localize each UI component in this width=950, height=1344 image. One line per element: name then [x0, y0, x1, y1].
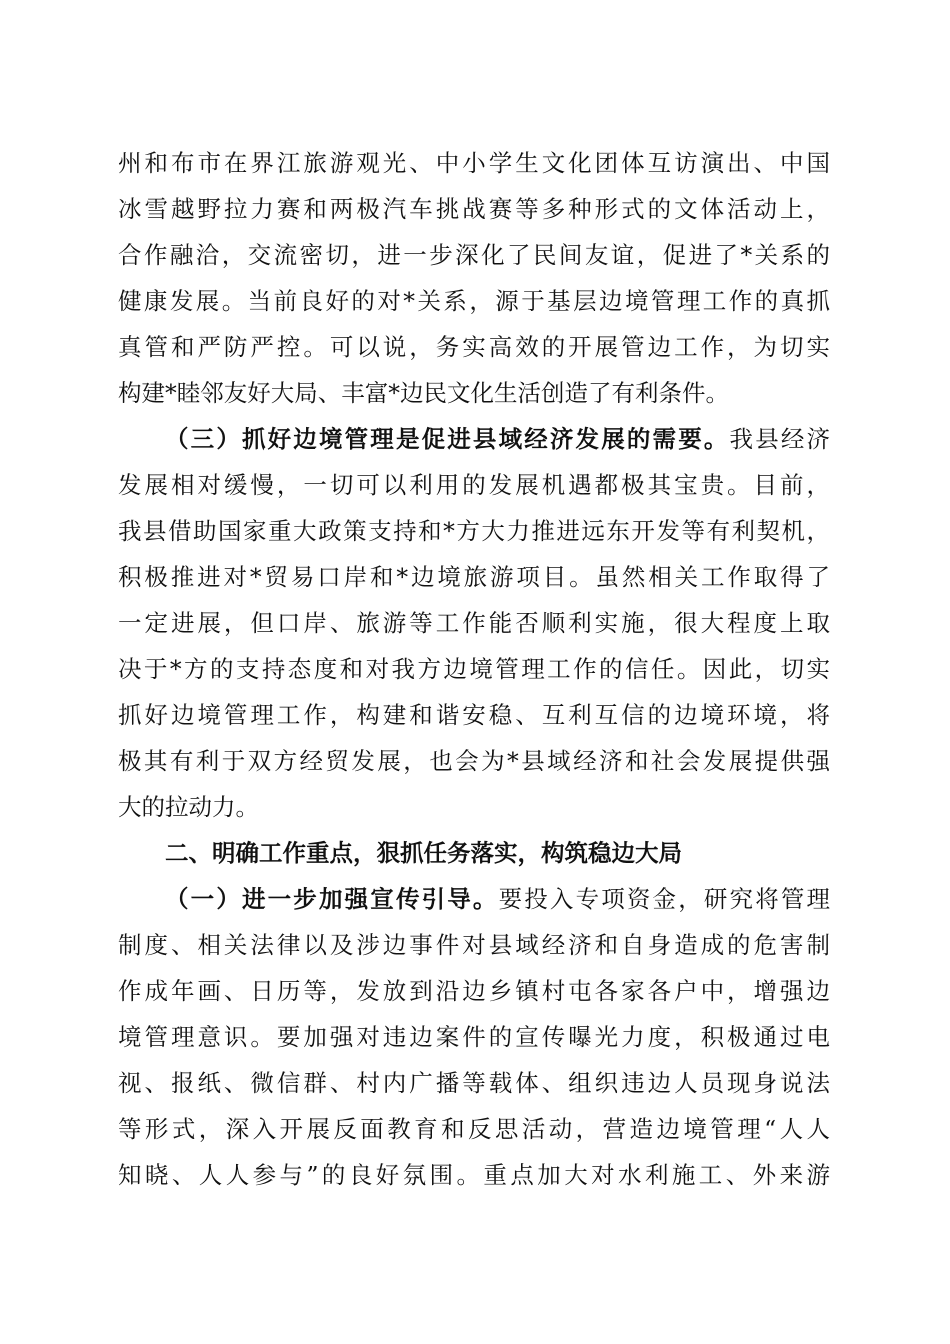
paragraph-2-heading: （三）抓好边境管理是促进县域经济发展的需要。 [165, 425, 730, 453]
document-body [118, 140, 830, 1198]
paragraph-3-line-1 [118, 876, 830, 922]
paragraph-3-line-1-text: 要投入专项资金，研究将管理 [498, 885, 830, 913]
paragraph-2-line-2: 发展相对缓慢，一切可以利用的发展机遇都极其宝贵。目前， [118, 471, 830, 499]
paragraph-1-line-4: 健康发展。当前良好的对*关系，源于基层边境管理工作的真抓 [118, 287, 830, 315]
paragraph-3-line-6: 等形式，深入开展反面教育和反思活动，营造边境管理“人人 [118, 1115, 830, 1143]
paragraph-3-heading: （一）进一步加强宣传引导。 [165, 885, 499, 913]
paragraph-1-line-5: 真管和严防严控。可以说，务实高效的开展管边工作，为切实 [118, 333, 830, 361]
paragraph-3-line-5: 视、报纸、微信群、村内广播等载体、组织违边人员现身说法 [118, 1069, 830, 1097]
paragraph-1-line-1: 州和布市在界江旅游观光、中小学生文化团体互访演出、中国 [118, 149, 830, 177]
paragraph-2-line-7: 抓好边境管理工作，构建和谐安稳、互利互信的边境环境，将 [118, 701, 830, 729]
paragraph-3-line-3: 作成年画、日历等，发放到沿边乡镇村屯各家各户中，增强边 [118, 977, 830, 1005]
paragraph-2-line-5: 一定进展，但口岸、旅游等工作能否顺利实施，很大程度上取 [118, 609, 830, 637]
paragraph-1-line-6: 构建*睦邻友好大局、丰富*边民文化生活创造了有利条件。 [118, 379, 729, 407]
paragraph-2-line-9: 大的拉动力。 [118, 793, 259, 821]
paragraph-1-line-2: 冰雪越野拉力赛和两极汽车挑战赛等多种形式的文体活动上， [118, 195, 830, 223]
paragraph-2-line-4: 积极推进对*贸易口岸和*边境旅游项目。虽然相关工作取得了 [118, 563, 830, 591]
paragraph-2-line-1-text: 我县经济 [729, 425, 830, 453]
paragraph-2-line-6: 决于*方的支持态度和对我方边境管理工作的信任。因此，切实 [118, 655, 830, 683]
paragraph-2-line-3: 我县借助国家重大政策支持和*方大力推进远东开发等有利契机， [118, 517, 830, 545]
paragraph-2-line-8: 极其有利于双方经贸发展，也会为*县域经济和社会发展提供强 [118, 747, 830, 775]
paragraph-2-line-1 [118, 416, 830, 462]
paragraph-3-line-7: 知晓、人人参与”的良好氛围。重点加大对水利施工、外来游 [118, 1161, 830, 1189]
paragraph-3-line-2: 制度、相关法律以及涉边事件对县域经济和自身造成的危害制 [118, 931, 830, 959]
paragraph-3-line-4: 境管理意识。要加强对违边案件的宣传曝光力度，积极通过电 [118, 1023, 830, 1051]
section-heading: 二、明确工作重点，狠抓任务落实，构筑稳边大局 [165, 839, 682, 867]
paragraph-1-line-3: 合作融洽，交流密切，进一步深化了民间友谊，促进了*关系的 [118, 241, 830, 269]
